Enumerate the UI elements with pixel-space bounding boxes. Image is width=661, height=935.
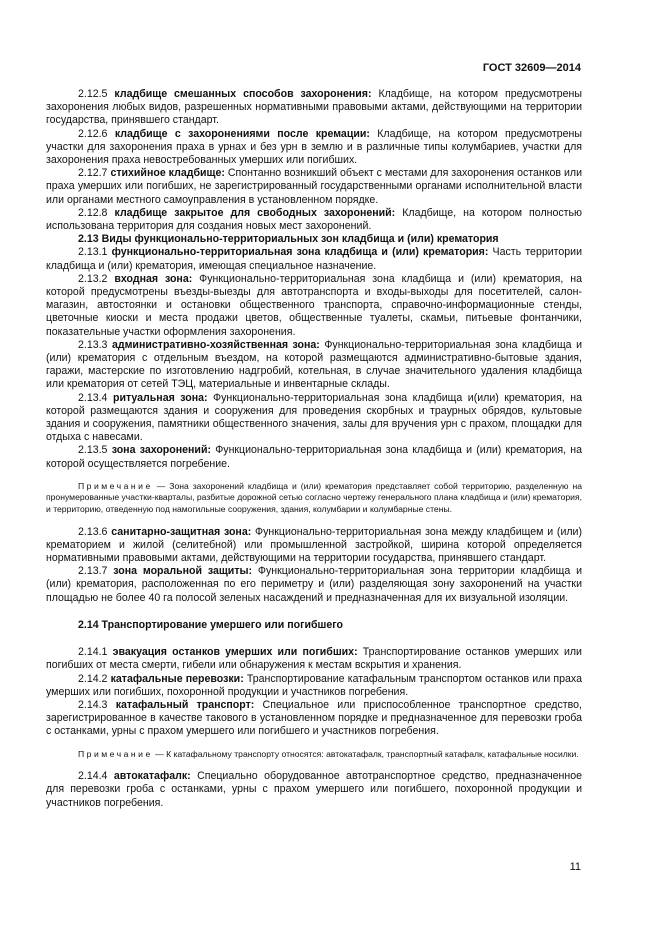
definition-text: Транспортирование останков умерших или погибших от места смерти, гибели или обнаружения к местам вскрытия и хранения. [46, 646, 582, 672]
definition-text: Спонтанно возникший объект с местами для захоронения останков или праха умерших или погибших, не зарегистрированный государственными органами исполнительной власти или органами местного самоуправления в установленном порядке. [46, 167, 583, 206]
defined-term: ритуальная зона: [112, 391, 208, 404]
clause-number: 2.12.7 [78, 167, 108, 180]
defined-term: входная зона: [114, 272, 193, 285]
definition-paragraph [46, 88, 582, 128]
definition-paragraph [46, 167, 582, 207]
note-paragraph [46, 481, 582, 516]
note-label: Примечание [78, 480, 153, 491]
defined-term: функционально-территориальная зона кладбища и (или) крематория: [111, 246, 489, 259]
definition-text: Кладбище, на котором предусмотрены захоронения любых видов, разрешенных нормативными правовыми актами, действующими на территории государства, принявшего стандарт. [46, 88, 582, 127]
definition-paragraph [46, 565, 582, 605]
definition-paragraph [46, 444, 582, 470]
clause-number: 2.13.3 [78, 338, 108, 351]
clause-number: 2.12.6 [78, 127, 108, 140]
definition-paragraph [46, 770, 582, 810]
defined-term: катафальный транспорт: [115, 698, 255, 711]
clause-number: 2.13 [78, 233, 99, 246]
definition-text: Кладбище, на котором предусмотрены участки для захоронения праха в урнах и без урн в землю и в различные типы колумбариев, участки для захоронения праха невостребованных умерших или погибших. [46, 127, 582, 167]
note-text: — К катафальному транспорту относятся: автокатафалк, транспортный катафалк, катафальные носилки. [152, 748, 579, 759]
defined-term: стихийное кладбище: [110, 167, 225, 180]
defined-term: кладбище закрытое для свободных захоронений: [114, 206, 396, 219]
definition-text: Функционально-территориальная зона кладбища и(или) крематория, на которой размещаются здания и сооружения для проведения скорбных и траурных обрядов, культовые здания и сооружения, памятники общественного значения, залы для вручения урн с прахом, площадки для отдыха с навесами. [46, 391, 582, 444]
definition-paragraph [46, 699, 582, 739]
definition-text: Функционально-территориальная зона кладбища и (или) крематория, на которой предусмотрены въезды-выезды для автотранспорта и входы-выходы для посетителей, салон-магазин, автостоянки и остановки общественного транспорта, справочно-информационные стенды, цветочные киоски и места продажи цветов, общественные туалеты, скамьи, питьевые фонтанчики, показательные участки оформления захоронения. [46, 272, 582, 338]
definition-paragraph [46, 392, 582, 445]
defined-term: зона моральной защиты: [113, 565, 253, 578]
definition-paragraph [46, 128, 582, 168]
clause-number: 2.13.1 [78, 246, 108, 259]
clause-number: 2.14.3 [78, 698, 108, 711]
clause-number: 2.13.4 [78, 391, 108, 404]
heading-text: Виды функционально-территориальных зон кладбища и (или) крематория [101, 233, 499, 246]
note-text: — Зона захоронений кладбища и (или) крематория представляет собой территорию, разделенную на пронумерованные участки-кварталы, разбитые дорожной сетью согласно чертежу генерального плана кладбища и (или) крематория, и территорию, отведенную под намогильные сооружения, здания, колумбарии и колумбарные стены. [46, 480, 582, 515]
defined-term: кладбище с захоронениями после кремации: [114, 127, 370, 140]
definition-text: Функционально-территориальная зона между кладбищем и (или) крематорием и жилой (селитебной) или промышленной застройкой, ширина которой определяется нормативными правовыми актами, действующими на территории государства, принявшего стандарт. [46, 525, 582, 565]
defined-term: эвакуация останков умерших или погибших: [112, 646, 358, 659]
definition-paragraph [46, 273, 582, 339]
definition-text: Функционально-территориальная зона кладбища и (или) крематория с отдельным въездом, на которой размещаются административно-бытовые здания, гаражи, мастерские по изготовлению надгробий, котельная, в случае значительного удаления кладбища или крематория от сетей ТЭЦ, материальные и инвентарные склады. [46, 338, 582, 391]
definition-text: Функционально-территориальная зона территории кладбища и (или) крематория, расположенная по его периметру и (или) разделяющая зону захоронений на участки площадью не более 40 га полосой зеленых насаждений и предназначенная для их визуальной изоляции. [46, 565, 583, 604]
section-heading: 2.14 Транспортирование умершего или погибшего [78, 618, 343, 631]
note-label: Примечание [78, 748, 153, 759]
definition-text: Кладбище, на котором полностью использована территория для создания новых мест захоронений. [46, 206, 582, 233]
definition-paragraph [46, 339, 582, 392]
definition-paragraph [46, 246, 582, 272]
definition-text: Транспортирование катафальным транспортом останков или праха умерших или погибших, похоронной продукции и участников погребения. [46, 672, 582, 698]
page-number: 11 [569, 861, 581, 873]
definition-text: Специально оборудованное автотранспортное средство, предназначенное для перевозки гроба с останками, урны с прахом умершего или погибшего, похоронной продукции и участников погребения. [46, 770, 582, 809]
clause-number: 2.13.2 [78, 272, 108, 285]
defined-term: автокатафалк: [113, 770, 191, 783]
defined-term: административно-хозяйственная зона: [111, 338, 320, 351]
clause-number: 2.13.5 [78, 444, 108, 457]
defined-term: санитарно-защитная зона: [111, 525, 252, 538]
definition-paragraph [46, 646, 582, 672]
definition-text: Специальное или приспособленное транспортное средство, зарегистрированное в качестве такового в установленном порядке и предназначенное для перевозки гроба с останками, урны с прахом умершего или погибшего и участников погребения. [46, 698, 582, 738]
clause-number: 2.14.4 [78, 770, 108, 783]
defined-term: катафальные перевозки: [110, 672, 244, 685]
note-paragraph [46, 749, 582, 761]
defined-term: зона захоронений: [111, 444, 211, 457]
definition-text: Функционально-территориальная зона кладбища и (или) крематория, на которой осуществляется погребение. [46, 444, 582, 470]
document-body [46, 88, 582, 810]
clause-number: 2.14.2 [78, 672, 108, 685]
clause-number: 2.14.1 [78, 646, 108, 659]
clause-number: 2.13.7 [78, 565, 108, 578]
definition-text: Часть территории кладбища и (или) крематория, имеющая специальное назначение. [46, 246, 582, 272]
clause-number: 2.12.5 [78, 88, 108, 100]
defined-term: кладбище смешанных способов захоронения: [114, 88, 372, 100]
clause-number: 2.12.8 [78, 206, 108, 219]
clause-number: 2.13.6 [78, 525, 108, 538]
document-id: ГОСТ 32609—2014 [482, 62, 581, 74]
definition-paragraph [46, 526, 582, 566]
subsection-heading [46, 233, 582, 246]
definition-paragraph [46, 207, 582, 233]
definition-paragraph [46, 673, 582, 699]
